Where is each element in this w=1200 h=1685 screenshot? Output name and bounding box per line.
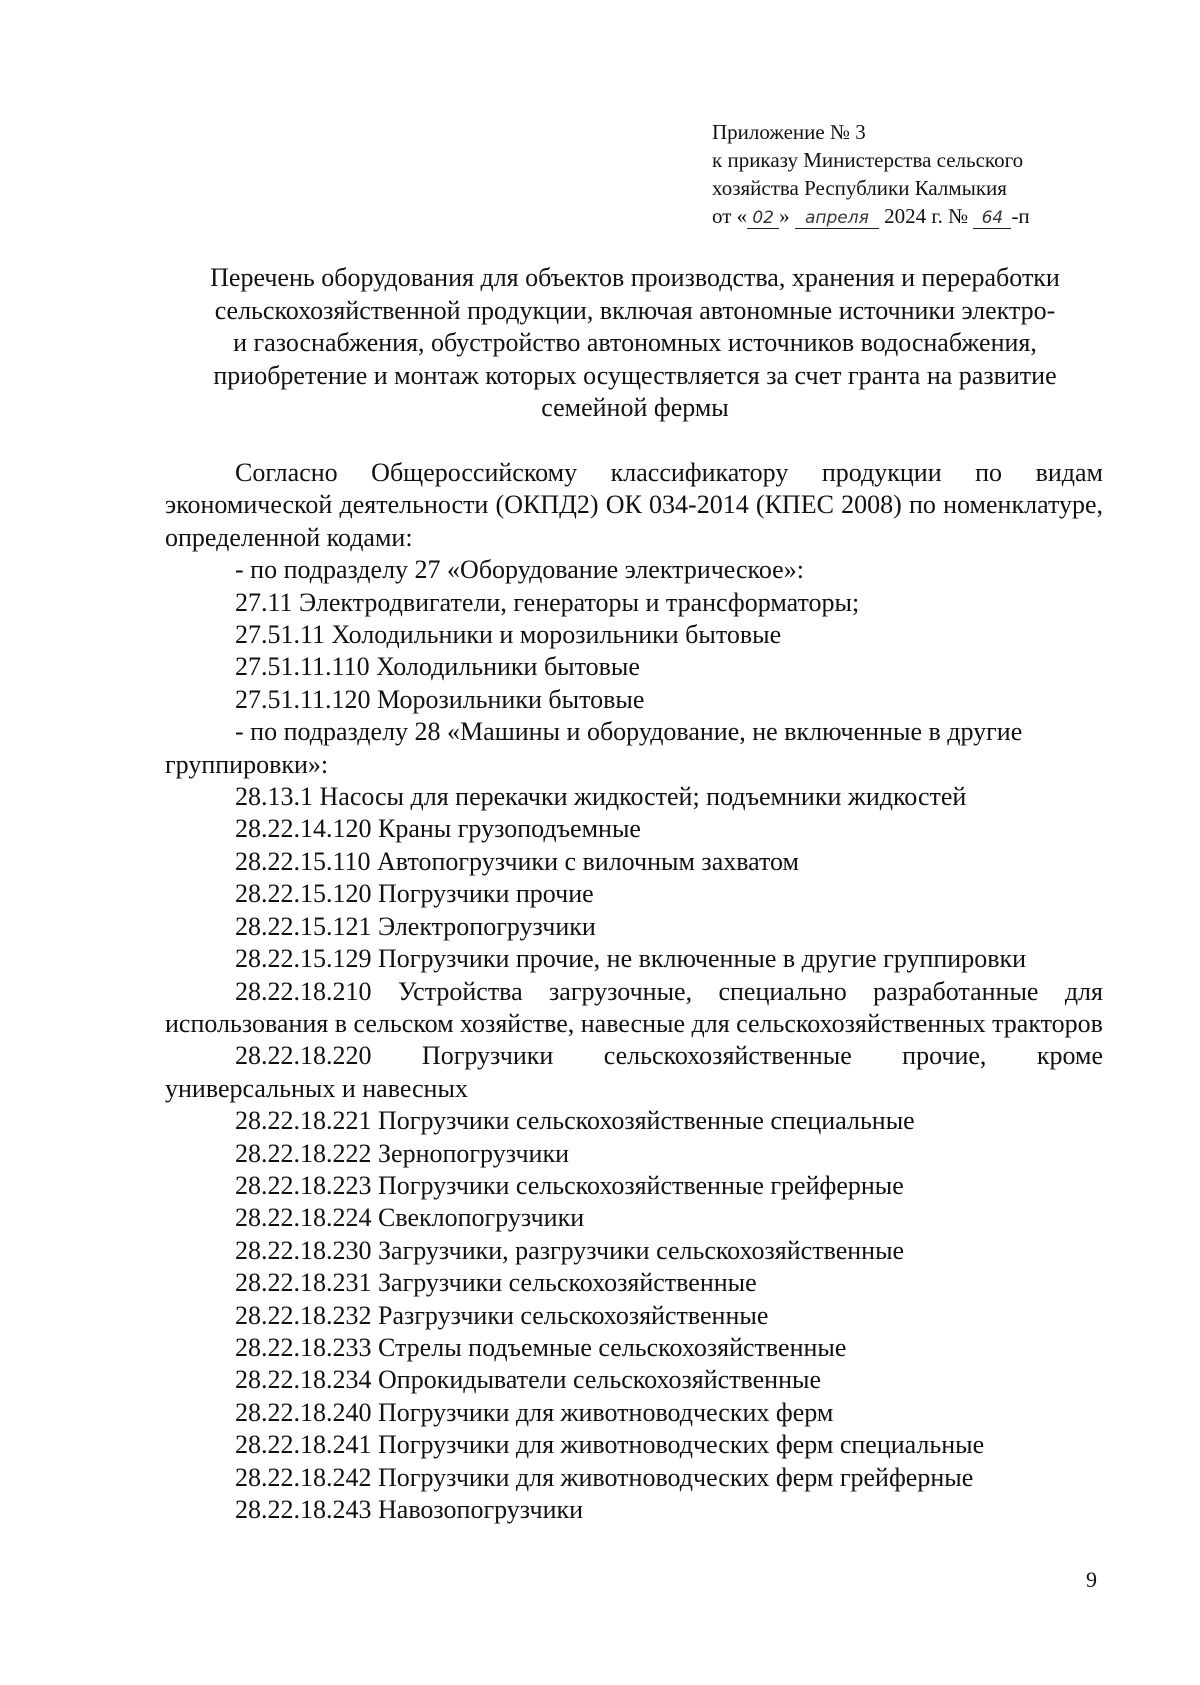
list-item: 27.51.11.110 Холодильники бытовые: [235, 652, 640, 682]
title-line: и газоснабжения, обустройство автономных источников водоснабжения,: [233, 328, 1037, 357]
list-item: 28.22.15.110 Автопогрузчики с вилочным захватом: [235, 846, 800, 876]
handwritten-order-number: 64: [973, 208, 1011, 229]
list-item: 28.22.15.121 Электропогрузчики: [235, 911, 596, 941]
list-item: 28.22.18.240 Погрузчики для животноводческих ферм: [235, 1397, 834, 1427]
list-item: 28.22.18.231 Загрузчики сельскохозяйственные: [235, 1268, 757, 1298]
list-item: 28.22.18.224 Свеклопогрузчики: [235, 1203, 585, 1233]
list-item: 27.51.11 Холодильники и морозильники бытовые: [235, 620, 782, 650]
intro-paragraph: Согласно Общероссийскому классификатору продукции по видам экономической деятельности (ОКПД2) ОК 034-2014 (КПЕС 2008) по номенклатуре, определенной кодами:: [165, 458, 1103, 552]
list-item: 28.22.18.223 Погрузчики сельскохозяйственные грейферные: [235, 1170, 904, 1200]
list-item: 28.22.18.241 Погрузчики для животноводческих ферм специальные: [235, 1430, 985, 1460]
order-suffix: -п: [1011, 204, 1030, 228]
list-item: 28.22.15.129 Погрузчики прочие, не включенные в другие группировки: [235, 944, 1027, 974]
list-item: 28.22.15.120 Погрузчики прочие: [235, 879, 594, 909]
list-item: 28.22.18.234 Опрокидыватели сельскохозяйственные: [235, 1365, 822, 1395]
appendix-date-line: [712, 202, 1030, 230]
list-item: 28.22.18.243 Навозопогрузчики: [235, 1495, 584, 1524]
list-item: 28.22.14.120 Краны грузоподъемные: [235, 814, 641, 844]
document-title: [165, 262, 1105, 425]
title-line: семейной фермы: [541, 393, 729, 422]
list-item: 28.22.18.222 Зернопогрузчики: [235, 1138, 570, 1168]
appendix-ministry-line: хозяйства Республики Калмыкия: [712, 176, 1007, 200]
title-line: приобретение и монтаж которых осуществляется за счет гранта на развитие: [213, 360, 1057, 390]
title-line: Перечень оборудования для объектов производства, хранения и переработки: [210, 263, 1060, 292]
list-item: 28.22.18.221 Погрузчики сельскохозяйственные специальные: [235, 1106, 915, 1136]
list-item-long: 28.22.18.220 Погрузчики сельскохозяйственные прочие, кроме универсальных и навесных: [165, 1041, 1103, 1103]
list-item: 28.13.1 Насосы для перекачки жидкостей; подъемники жидкостей: [235, 782, 967, 812]
date-mid: »: [779, 204, 790, 228]
list-item: 28.22.18.242 Погрузчики для животноводческих ферм грейферные: [235, 1462, 974, 1492]
list-item: 27.11 Электродвигатели, генераторы и трансформаторы;: [235, 587, 860, 617]
appendix-order-line: к приказу Министерства сельского: [712, 148, 1024, 172]
handwritten-month: апреля: [795, 208, 879, 229]
list-item-long: 28.22.18.210 Устройства загрузочные, специально разработанные для использования в сельском хозяйстве, навесные для сельскохозяйственных тракторов: [165, 976, 1103, 1038]
section-27-heading: - по подразделу 27 «Оборудование электрическое»:: [235, 555, 804, 585]
handwritten-day: 02: [747, 208, 779, 229]
document-body: [165, 457, 1103, 1526]
list-item: 28.22.18.230 Загрузчики, разгрузчики сельскохозяйственные: [235, 1235, 905, 1265]
date-prefix: от «: [712, 204, 748, 228]
appendix-header: [712, 118, 1030, 230]
page-number: 9: [1086, 1567, 1097, 1592]
title-line: сельскохозяйственной продукции, включая автономные источники электро-: [214, 295, 1056, 325]
appendix-title: Приложение № 3: [712, 120, 866, 144]
list-item: 28.22.18.233 Стрелы подъемные сельскохозяйственные: [235, 1332, 847, 1362]
list-item: 28.22.18.232 Разгрузчики сельскохозяйственные: [235, 1300, 769, 1330]
section-28-heading: - по подразделу 28 «Машины и оборудование, не включенные в другие группировки»:: [165, 717, 1023, 779]
date-year: 2024 г. №: [884, 204, 969, 228]
list-item: 27.51.11.120 Морозильники бытовые: [235, 684, 645, 714]
